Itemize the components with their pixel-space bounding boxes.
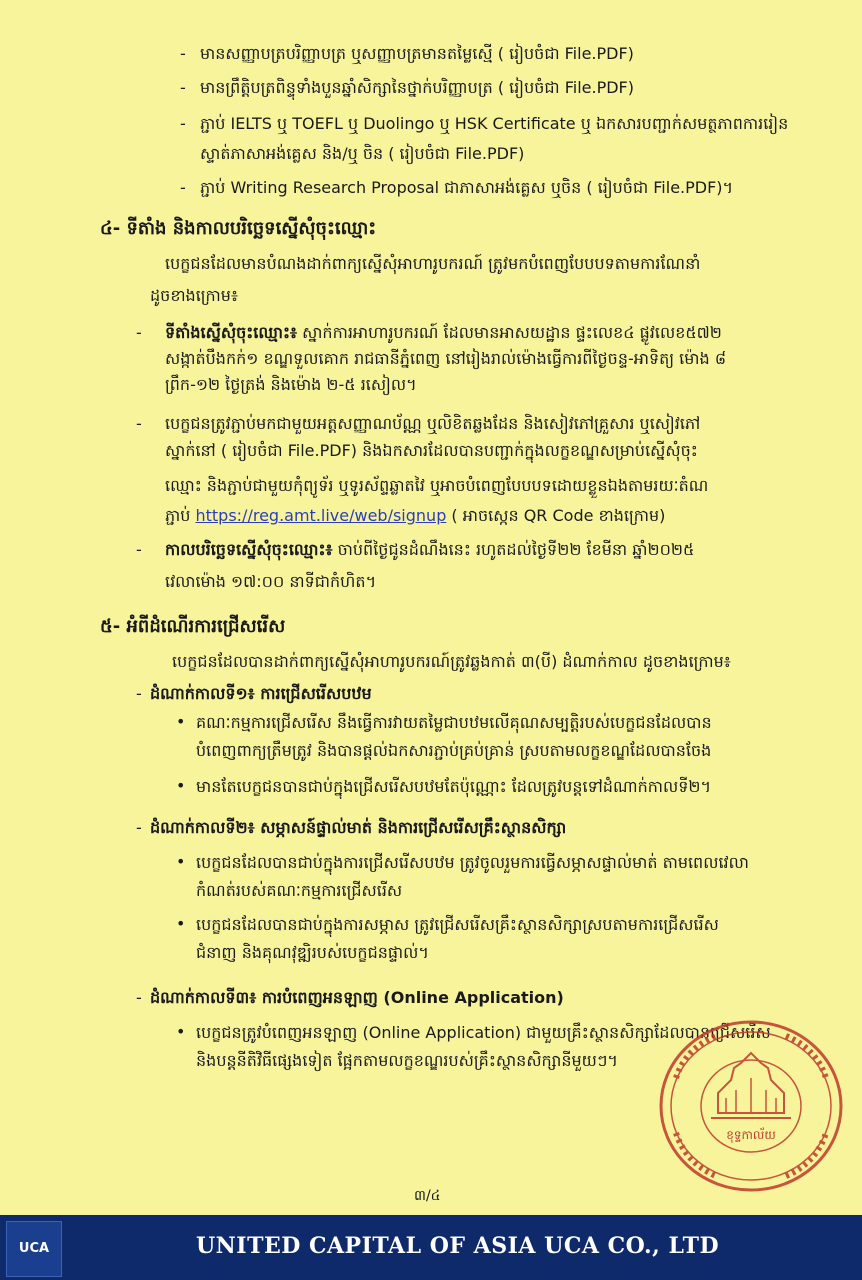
phase-3-title: ដំណាក់កាលទី៣៖ ការបំពេញអនឡាញ (Online Application)	[150, 988, 564, 1007]
section-5-heading: ៥- អំពីដំណើរការជ្រើសរើស	[100, 616, 286, 637]
phase-2-item-1-cont: កំណត់របស់គណៈកម្មការជ្រើសរើស	[196, 881, 403, 900]
company-name: UNITED CAPITAL OF ASIA UCA CO., LTD	[196, 1233, 720, 1259]
phase-1-title: ដំណាក់កាលទី១៖ ការជ្រើសរើសបឋម	[150, 684, 372, 703]
dash-marker: -	[136, 323, 142, 342]
dash-marker: -	[180, 178, 186, 197]
dash-marker: -	[136, 988, 142, 1007]
section-4-intro-cont: ដូចខាងក្រោម៖	[150, 286, 238, 305]
dash-marker: -	[136, 684, 142, 703]
req-item-3-cont: ស្ទាត់ភាសាអង់គ្លេស និង/ឬ ចិន ( រៀបចំជា File.PDF)	[200, 144, 525, 163]
documents-line-4	[165, 505, 665, 527]
bullet-marker: •	[176, 852, 186, 871]
documents-line-2: ស្នាក់នៅ ( រៀបចំជា File.PDF) និងឯកសារដែលបានបញ្ជាក់ក្នុងលក្ខខណ្ឌសម្រាប់ស្នើសុំចុះ	[165, 441, 698, 460]
location-line-2: សង្កាត់បឹងកក់១ ខណ្ឌទួលគោក រាជធានីភ្នំពេញ នៅរៀងរាល់ម៉ោងធ្វើការពីថ្ងៃចន្ទ-អាទិត្យ ម៉ោង ៨	[165, 349, 727, 368]
documents-line-3: ឈ្មោះ និងភ្ជាប់ជាមួយកុំព្យូទ័រ ឬទូរស័ព្ទឆ្លាតវៃ ឬអាចបំពេញបែបបទដោយខ្លួនឯងតាមរយៈតំណ	[165, 476, 709, 495]
dash-marker: -	[180, 78, 186, 97]
footer-bar	[0, 1215, 862, 1280]
deadline-label: កាលបរិច្ឆេទស្នើសុំចុះឈ្មោះ៖	[165, 540, 333, 559]
phase-2-item-2-cont: ជំនាញ និងគុណវុឌ្ឍិរបស់បេក្ខជនផ្ទាល់។	[196, 943, 429, 962]
official-stamp	[656, 1018, 846, 1193]
phase-2-item-1: បេក្ខជនដែលបានជាប់ក្នុងការជ្រើសរើសបឋម ត្រូវចូលរួមការធ្វើសម្ភាសផ្ទាល់មាត់ តាមពេលវេលា	[196, 853, 749, 872]
dash-marker: -	[180, 114, 186, 133]
dash-marker: -	[136, 818, 142, 837]
page-number: ៣/៤	[414, 1188, 441, 1204]
section-4-heading: ៤- ទីតាំង និងកាលបរិច្ឆេទស្នើសុំចុះឈ្មោះ	[100, 218, 377, 239]
deadline-text: ចាប់ពីថ្ងៃជូនដំណឹងនេះ រហូតដល់ថ្ងៃទី២២ ខែមីនា ឆ្នាំ២០២៥	[332, 540, 695, 559]
bullet-marker: •	[176, 1022, 186, 1041]
bullet-marker: •	[176, 776, 186, 795]
phase-1-item-2: មានតែបេក្ខជនបានជាប់ក្នុងជ្រើសរើសបឋមតែប៉ុណ្ណោះ ដែលត្រូវបន្តទៅដំណាក់កាលទី២។	[196, 777, 712, 796]
location-line-1	[165, 322, 722, 344]
section-4-intro: បេក្ខជនដែលមានបំណងដាក់ពាក្យស្នើសុំអាហារូបករណ៍ ត្រូវមកបំពេញបែបបទតាមការណែនាំ	[165, 254, 701, 273]
company-logo: UCA	[6, 1221, 62, 1277]
phase-2-title: ដំណាក់កាលទី២៖ សម្ភាសន៍ផ្ទាល់មាត់ និងការជ្រើសរើសគ្រឹះស្ថានសិក្សា	[150, 818, 567, 837]
bullet-marker: •	[176, 712, 186, 731]
dash-marker: -	[136, 540, 142, 559]
signup-link[interactable]: https://reg.amt.live/web/signup	[195, 506, 447, 525]
phase-1-item-1-cont: បំពេញពាក្យត្រឹមត្រូវ និងបានផ្តល់ឯកសារភ្ជាប់គ្រប់គ្រាន់ ស្របតាមលក្ខខណ្ឌដែលបានចែង	[196, 741, 712, 760]
stamp-text: ខុទ្ទកាល័យ	[726, 1128, 776, 1142]
location-text: ស្នាក់ការអាហារូបករណ៍ ដែលមានអាសយដ្ឋាន ផ្ទះលេខ៤ ផ្លូវលេខ៥៧២	[297, 323, 722, 342]
req-item-1: មានសញ្ញាបត្របរិញ្ញាបត្រ ឬសញ្ញាបត្រមានតម្លៃស្មើ ( រៀបចំជា File.PDF)	[200, 44, 634, 63]
bullet-marker: •	[176, 914, 186, 933]
location-label: ទីតាំងស្នើសុំចុះឈ្មោះ៖	[165, 323, 298, 342]
dash-marker: -	[136, 414, 142, 433]
req-item-3: ភ្ជាប់ IELTS ឬ TOEFL ឬ Duolingo ឬ HSK Certificate ឬ ឯកសារបញ្ជាក់សមត្ថភាពការរៀន	[200, 114, 789, 133]
location-line-3: ព្រឹក-១២ ថ្ងៃត្រង់ និងម៉ោង ២-៥ រសៀល។	[165, 375, 417, 394]
deadline-line-2: វេលាម៉ោង ១៧:០០ នាទីជាកំហិត។	[165, 572, 377, 591]
phase-3-item-1: បេក្ខជនត្រូវបំពេញអនឡាញ (Online Application) ជាមួយគ្រឹះស្ថានសិក្សាដែលបានជ្រើសរើស	[196, 1023, 771, 1042]
link-suffix: ( អាចស្កេន QR Code ខាងក្រោម)	[446, 506, 666, 525]
phase-1-item-1: គណៈកម្មការជ្រើសរើស នឹងធ្វើការវាយតម្លៃជាបឋមលើគុណសម្បត្តិរបស់បេក្ខជនដែលបាន	[196, 713, 712, 732]
phase-2-item-2: បេក្ខជនដែលបានជាប់ក្នុងការសម្ភាស ត្រូវជ្រើសរើសគ្រឹះស្ថានសិក្សាស្របតាមការជ្រើសរើស	[196, 915, 719, 934]
req-item-4: ភ្ជាប់ Writing Research Proposal ជាភាសាអង់គ្លេស ឬចិន ( រៀបចំជា File.PDF)។	[200, 178, 734, 197]
req-item-2: មានព្រឹត្តិបត្រពិន្ទុទាំងបួនឆ្នាំសិក្សានៃថ្នាក់បរិញ្ញាបត្រ ( រៀបចំជា File.PDF)	[200, 78, 634, 97]
section-5-intro: បេក្ខជនដែលបានដាក់ពាក្យស្នើសុំអាហារូបករណ៍ត្រូវឆ្លងកាត់ ៣(បី) ដំណាក់កាល ដូចខាងក្រោម៖	[172, 652, 731, 671]
deadline-line-1	[165, 539, 694, 561]
link-prefix: ភ្ជាប់	[165, 506, 196, 525]
documents-line-1: បេក្ខជនត្រូវភ្ជាប់មកជាមួយអត្តសញ្ញាណប័ណ្ណ ឬលិខិតឆ្លងដែន និងសៀវភៅគ្រួសារ ឬសៀវភៅ	[165, 414, 701, 433]
phase-3-item-1-cont: និងបន្តនីតិវិធីផ្សេងទៀត ផ្អែកតាមលក្ខខណ្ឌរបស់គ្រឹះស្ថានសិក្សានីមួយៗ។	[196, 1051, 618, 1070]
dash-marker: -	[180, 44, 186, 63]
